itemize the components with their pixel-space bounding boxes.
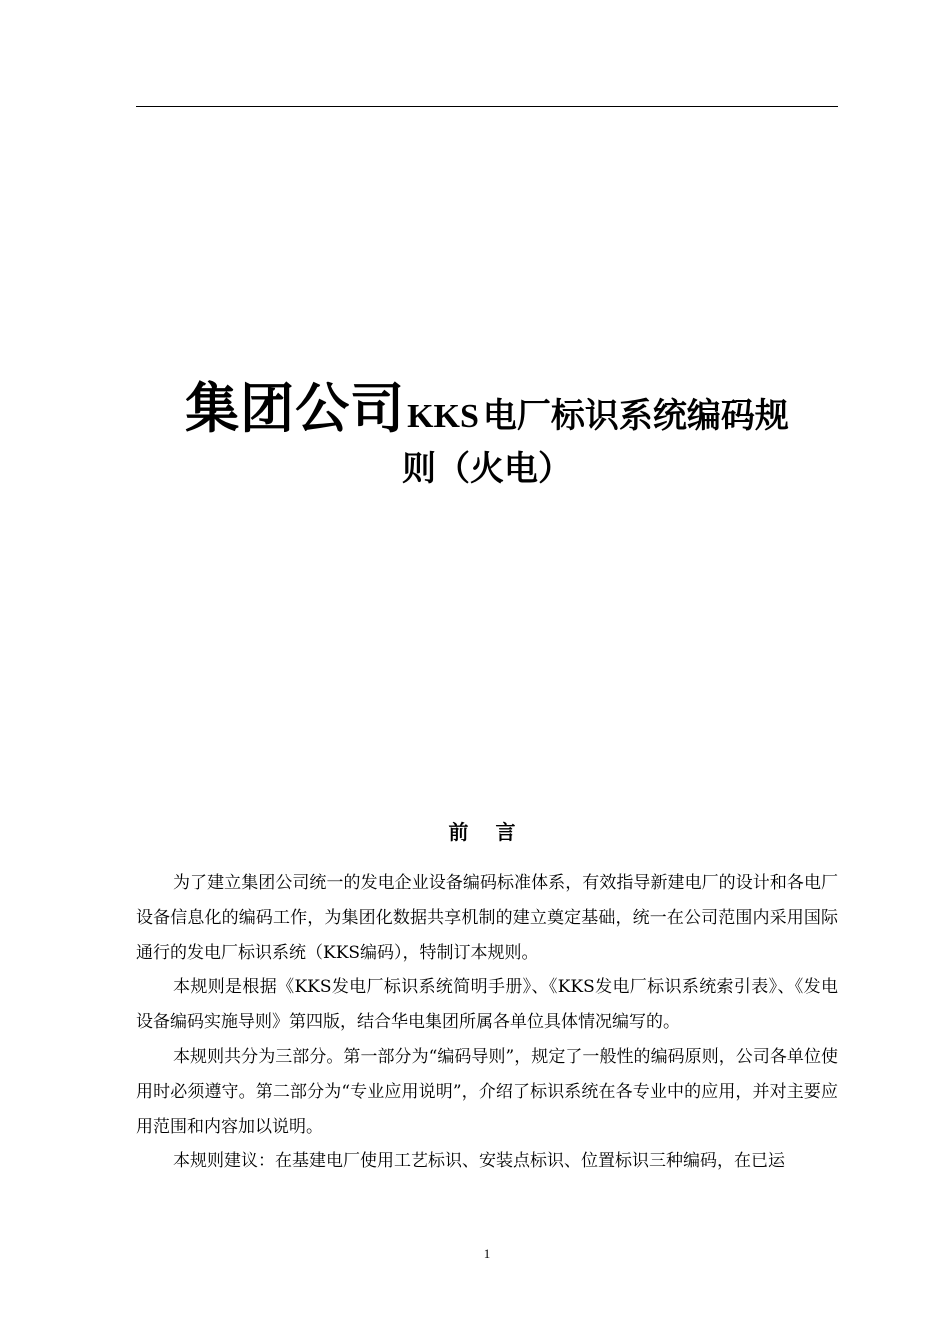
paragraph-4: 本规则建议：在基建电厂使用工艺标识、安装点标识、位置标识三种编码，在已运	[173, 1151, 785, 1172]
document-title	[120, 374, 854, 494]
title-company: 集团公司	[185, 377, 406, 440]
title-rest: 电厂标识系统编码规	[482, 396, 789, 436]
paragraph-3: 本规则共分为三部分。第一部分为“编码导则”，规定了一般性的编码原则，公司各单位使用时必须遵守。第二部分为“专业应用说明”，介绍了标识系统在各专业中的应用，并对主要应用范围和内容加以说明。	[136, 1046, 838, 1137]
title-line-2: 则（火电）	[402, 449, 572, 489]
paragraph-2: 本规则是根据《KKS发电厂标识系统简明手册》、《KKS发电厂标识系统索引表》、《发电设备编码实施导则》第四版，结合华电集团所属各单位具体情况编写的。	[136, 977, 838, 1033]
title-line-1	[120, 374, 854, 444]
page-number: 1	[483, 1246, 491, 1261]
title-kks: KKS	[407, 398, 479, 435]
header-rule	[136, 106, 838, 107]
preface-heading: 前 言	[448, 820, 526, 844]
preface-body	[136, 866, 838, 1179]
paragraph-1: 为了建立集团公司统一的发电企业设备编码标准体系，有效指导新建电厂的设计和各电厂设备信息化的编码工作，为集团化数据共享机制的建立奠定基础，统一在公司范围内采用国际通行的发电厂标识系统（KKS编码），特制订本规则。	[136, 873, 838, 963]
